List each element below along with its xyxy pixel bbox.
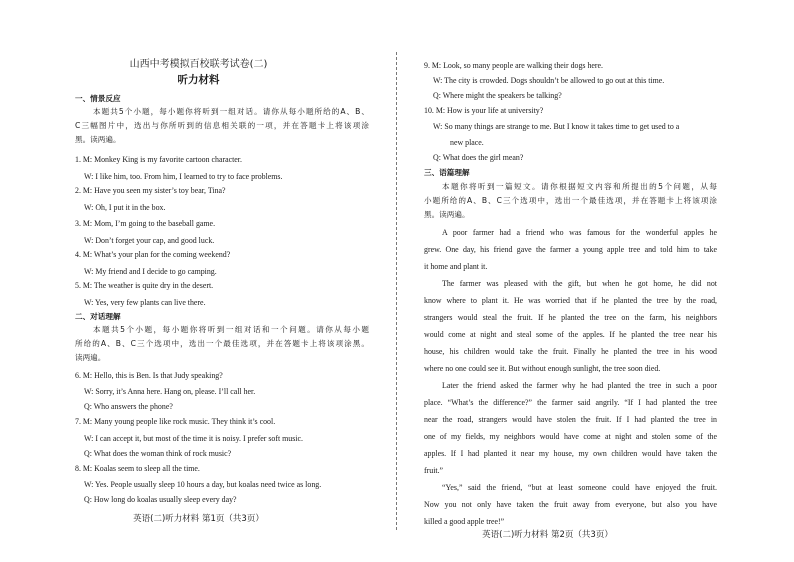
passage-line: fruit.” bbox=[424, 466, 444, 475]
section-3-instruction-line: 黑。读两遍。 bbox=[424, 210, 470, 219]
dialog-line: new place. bbox=[450, 138, 484, 147]
section-3-instruction-line: 小题所给的A、B、C三个选项中，选出一个最佳选项，并在答题卡上将该项涂 bbox=[424, 196, 717, 205]
page-footer: 英语(二)听力材料 第2页（共3页） bbox=[482, 530, 613, 540]
dialog-line: Q: What does the woman think of rock music? bbox=[84, 449, 232, 458]
dialog-line: Q: Who answers the phone? bbox=[84, 402, 173, 411]
dialog-line: 3. M: Mom, I’m going to the baseball game. bbox=[75, 219, 216, 228]
dialog-line: 2. M: Have you seen my sister’s toy bear, Tina? bbox=[75, 186, 226, 195]
passage-line: house, his children would take the fruit. Finally he planted the tree in his wood bbox=[424, 347, 717, 356]
section-1-instruction-line: C三幅图片中，选出与你所听到的信息相关联的一项，并在答题卡上将该项涂 bbox=[75, 121, 369, 130]
section-2-heading: 二、对话理解 bbox=[75, 312, 121, 321]
dialog-line: 4. M: What’s your plan for the coming weekend? bbox=[75, 250, 231, 259]
dialog-line: Q: What does the girl mean? bbox=[433, 153, 524, 162]
passage-line: Later the friend asked the farmer why he had planted the tree in such a poor bbox=[442, 381, 717, 390]
dialog-line: 9. M: Look, so many people are walking their dogs here. bbox=[424, 61, 604, 70]
section-3-instruction-line: 本题你将听到一篇短文。请你根据短文内容和所提出的5个问题，从每 bbox=[442, 182, 717, 191]
dialog-line: 1. M: Monkey King is my favorite cartoon character. bbox=[75, 155, 242, 164]
section-1-instruction-line: 本题共5个小题，每小题你将听到一组对话。请你从每小题所给的A、B、 bbox=[93, 107, 369, 116]
dialog-line: 7. M: Many young people like rock music. They think it’s cool. bbox=[75, 417, 276, 426]
section-1-heading: 一、情景反应 bbox=[75, 94, 121, 103]
section-1-instruction-line: 黑。读两遍。 bbox=[75, 135, 121, 144]
exam-title: 山西中考模拟百校联考试卷(二) bbox=[129, 59, 268, 70]
passage-line: Now you not only have taken the fruit away from everyone, but also you have bbox=[424, 500, 717, 509]
passage-line: A poor farmer had a friend who was famous for the wonderful apples he bbox=[442, 228, 717, 237]
passage-line: The farmer was pleased with the gift, but when he got home, he did not bbox=[442, 279, 717, 288]
dialog-line: W: Oh, I put it in the box. bbox=[84, 203, 166, 212]
passage-line: it home and plant it. bbox=[424, 262, 488, 271]
section-2-instruction-line: 所给的A、B、C三个选项中，选出一个最佳选项，并在答题卡上将该项涂黑。 bbox=[75, 339, 369, 348]
dialog-line: 5. M: The weather is quite dry in the desert. bbox=[75, 281, 214, 290]
dialog-line: 6. M: Hello, this is Ben. Is that Judy speaking? bbox=[75, 371, 223, 380]
passage-line: would come at night and steal some of the apples. If he planted the tree near his bbox=[424, 330, 717, 339]
passage-line: near the road, strangers would have stolen the fruit. If I had planted the tree in bbox=[424, 415, 717, 424]
section-2-instruction-line: 读两遍。 bbox=[75, 353, 106, 362]
passage-line: killed a good apple tree!” bbox=[424, 517, 505, 526]
dialog-line: W: Don’t forget your cap, and good luck. bbox=[84, 236, 215, 245]
dialog-line: W: I can accept it, but most of the time it is noisy. I prefer soft music. bbox=[84, 434, 303, 443]
dialog-line: W: Yes, very few plants can live there. bbox=[84, 298, 206, 307]
passage-line: know where to plant it. He was worried that if he planted the tree by the road, bbox=[424, 296, 717, 305]
dialog-line: 10. M: How is your life at university? bbox=[424, 106, 544, 115]
section-3-heading: 三、语篇理解 bbox=[424, 168, 470, 177]
dialog-line: W: Yes. People usually sleep 10 hours a day, but koalas need twice as long. bbox=[84, 480, 322, 489]
passage-line: place. “What’s the difference?” the farmer said angrily. “If I had planted the tree bbox=[424, 398, 717, 407]
dialog-line: W: The city is crowded. Dogs shouldn’t be allowed to go out at this time. bbox=[433, 76, 665, 85]
page-footer: 英语(二)听力材料 第1页（共3页） bbox=[133, 514, 264, 524]
passage-line: apples. If I had planted it near my house, my own children would have taken the bbox=[424, 449, 717, 458]
dialog-line: 8. M: Koalas seem to sleep all the time. bbox=[75, 464, 200, 473]
dialog-line: Q: How long do koalas usually sleep every day? bbox=[84, 495, 237, 504]
dialog-line: W: So many things are strange to me. But I know it takes time to get used to a bbox=[433, 122, 680, 131]
dialog-line: Q: Where might the speakers be talking? bbox=[433, 91, 562, 100]
dialog-line: W: Sorry, it’s Anna here. Hang on, please. I’ll call her. bbox=[84, 387, 256, 396]
passage-line: grew. One day, his friend gave the farmer a young apple tree and told him to take bbox=[424, 245, 717, 254]
passage-line: strangers would steal the fruit. If he planted the tree on the farm, his neighbors bbox=[424, 313, 717, 322]
passage-line: “Yes,” said the friend, “but at least someone could have enjoyed the fruit. bbox=[442, 483, 717, 492]
dialog-line: W: My friend and I decide to go camping. bbox=[84, 267, 217, 276]
dialog-line: W: I like him, too. From him, I learned to try to face problems. bbox=[84, 172, 283, 181]
listening-material-heading: 听力材料 bbox=[177, 74, 220, 86]
passage-line: one of my fields, my neighbors would have come at night and stolen some of the bbox=[424, 432, 717, 441]
page-2 bbox=[397, 0, 794, 562]
passage-line: where no one could see it. But without enough sunlight, the tree soon died. bbox=[424, 364, 661, 373]
section-2-instruction-line: 本题共5个小题，每小题你将听到一组对话和一个问题。请你从每小题 bbox=[93, 325, 369, 334]
